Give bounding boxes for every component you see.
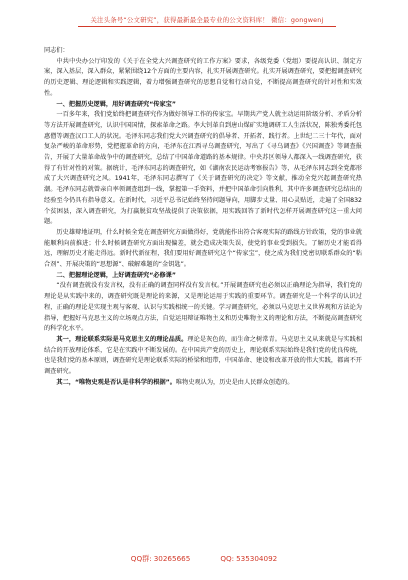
- qq-label: QQ:: [220, 554, 235, 563]
- promo-banner-text: 关注头条号“公文研究”，获得最新最全最专业的公文资料库！ 微信：gongwenj: [90, 15, 324, 24]
- subsection-lead: 其一，理论联系实际是马克思主义的理论品质。: [56, 335, 188, 343]
- body-paragraph: 历史雄辩地证明，什么时候全党在调查研究方面做得好，党就能作出符合客观实际的路线方针政策，党的事业就能顺利向前推进；什么时候调查研究方面出现偏差，就会造成决策失误，使党的事业受到损失。了解历史才能看得远，理解历史才能走得远。新时代新征程，我们要用好调查研究这个“传家宝”，使之成为我们党密切联系群众的“粘合剂”、开展决策的“思想源”、破解难题的“金钥匙”。: [44, 228, 362, 269]
- subsection-text: 理论是灰色的，而生命之树常青。马克思主义从来就是与实践相结合的开放理论体系，它是在实践中不断发展的。在中国共产党的历史上，理论联系实际始终是我们党的优良传统，也是我们党的基本原则，调查研究是理论联系实际的桥梁和纽带，中国革命、建设和改革开放的伟大实践，都离不开调查研究。: [44, 335, 363, 376]
- qq-group-number: 30265665: [153, 554, 191, 563]
- subsection-paragraph: [44, 335, 362, 378]
- qq-number: 535304092: [236, 554, 278, 563]
- banner-underline: [78, 26, 336, 27]
- qq-contact: [220, 554, 277, 566]
- body-paragraph: 中共中央办公厅印发的《关于在全党大兴调查研究的工作方案》要求，各级党委（党组）要提高认识、制定方案，深入基层，深入群众，紧紧围绕12个方面的主要内容，扎实开展调查研究。扎实开展调查研究，要把握调查研究的历史逻辑、理论逻辑和实践逻辑，着力增强调查研究的思想自觉和行动自觉，不断提高调查研究的针对性和实效性。: [44, 57, 362, 97]
- contact-footer: [0, 554, 408, 566]
- body-paragraph: 一百多年来，我们党始终把调查研究作为做好领导工作的传家宝。早期共产党人就主动运用阶级分析、矛盾分析等方法开展调查研究，认识中国国情，探索革命之路。李大钊革自到唐山煤矿实地调研工人生活状况，陈独秀委托包惠僧等调查汉口工人的状况。毛泽东同志我们党大兴调查研究的倡导者、开拓者、践行者。上世纪二三十年代，面对复杂严峻的革命形势，党把握革命的方向，毛泽东在江西寻乌调查研究，写出了《寻乌调查》《兴国调查》等调查报告，开展了大量革命战争中的调查研究，总结了中国革命道路的基本规律。中央苏区领导人都深入一线调查研究，获得了有针对性的对策。据统计，毛泽东同志的调查研究，如《湖南农民运动考察报告》等，从毛泽东同志到全党都形成了大兴调查研究之风。1941年，毛泽东同志撰写了《关于调查研究的决定》等文献，推动全党兴起调查研究热潮。毛泽东同志就曾亲自率领调查组到一线，掌握第一手资料，并把中国革命引向胜利，其中许多调查研究总结出的经验至今仍具有指导意义。在新时代，习近平总书记始终坚持问题导向，用脚步丈量、用心灵贴近，走遍了全国832个贫困县，深入调查研究，为打赢脱贫攻坚战提供了决策依据，用实践回答了新时代怎样开展调查研究这一重大问题。: [44, 111, 362, 226]
- qq-group-contact: [131, 554, 191, 566]
- subsection-paragraph: [44, 378, 362, 389]
- subsection-lead: 其二，“唯物史观是否认是非科学的根据”。: [56, 378, 176, 386]
- document-body: [44, 46, 362, 389]
- salutation: 同志们：: [44, 47, 69, 54]
- subsection-text: 唯物史观认为，历史是由人民群众创造的。: [175, 378, 294, 386]
- promo-banner[interactable]: [78, 12, 336, 26]
- section-heading: 一、把握历史逻辑，用好调查研究“传家宝”: [56, 100, 176, 108]
- qq-group-label: QQ群:: [130, 554, 152, 563]
- body-paragraph: “没有调查就没有发言权，没有正确的调查同样没有发言权。”开展调查研究也必须以正确理论为指导，我们党的理论是从实践中来的，调查研究既是理论的来源，又是理论运用于实践的重要环节。调查研究是一个科学的认识过程，正确的理论是实现主观与客观、认识与实践相统一的关键。学习调查研究，必须以马克思主义世界观和方法论为指导，把握好马克思主义的立场观点方法，自觉运用辩证唯物主义和历史唯物主义的理论和方法，不断提高调查研究的科学化水平。: [44, 282, 362, 333]
- section-heading: 二、把握理论逻辑，上好调查研究“必修课”: [56, 271, 176, 279]
